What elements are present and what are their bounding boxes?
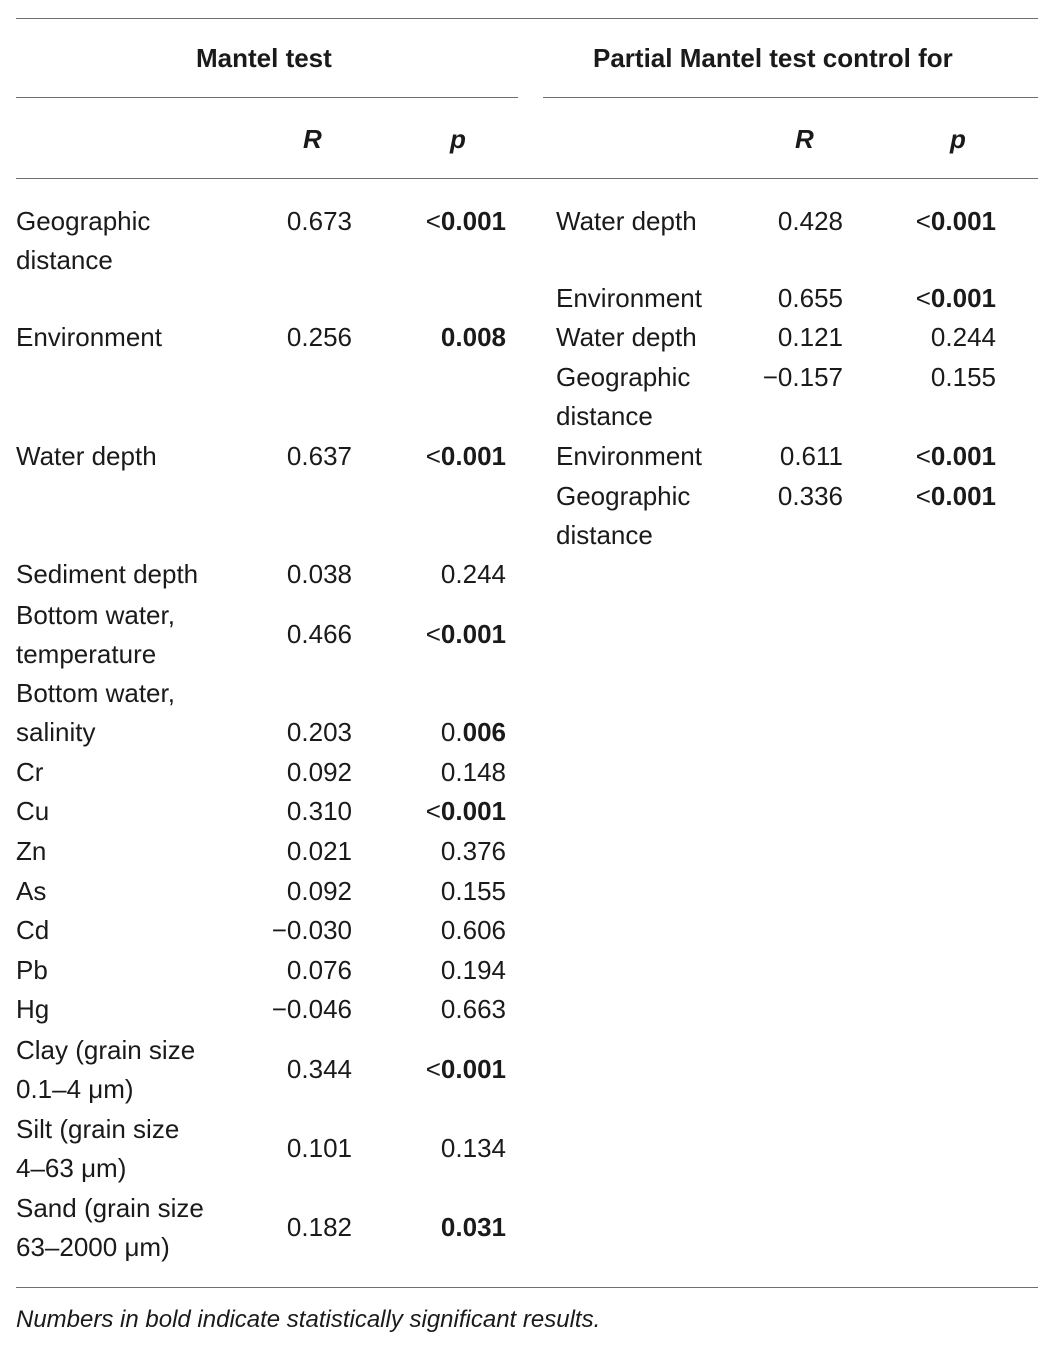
r-value: 0.256: [286, 322, 352, 352]
row-label: [16, 911, 49, 950]
row-label: [16, 318, 162, 357]
column-header-rule: [16, 178, 1038, 179]
row-label-line: Cd: [16, 915, 50, 945]
p-value: [441, 911, 506, 950]
row-label-line: distance: [556, 401, 653, 431]
row-label-line: Pb: [16, 955, 48, 985]
p-number: 0.001: [440, 441, 506, 471]
row-label-line: Clay (grain size: [16, 1035, 196, 1065]
p-value: [441, 555, 506, 594]
bottom-rule: [16, 1287, 1038, 1288]
row-label-line: As: [16, 876, 47, 906]
row-label: [16, 872, 46, 911]
p-value: [931, 318, 996, 357]
p-prefix: <: [425, 1054, 441, 1084]
row-label: [16, 1110, 179, 1188]
r-value: 0.310: [286, 796, 352, 826]
r-value: 0.466: [286, 619, 352, 649]
r-value: 0.092: [286, 757, 352, 787]
row-label-line: Water depth: [556, 322, 697, 352]
p-value: [441, 1208, 506, 1247]
row-label: [16, 202, 150, 280]
p-prefix: <: [425, 441, 441, 471]
row-label: [16, 1189, 204, 1267]
p-value: [426, 792, 506, 831]
p-number: 0.376: [440, 836, 506, 866]
p-number: 0.001: [930, 283, 996, 313]
p-value: [441, 951, 506, 990]
row-label-line: Bottom water,: [16, 678, 175, 708]
row-label-line: Environment: [556, 283, 702, 313]
p-value: [441, 832, 506, 871]
p-prefix: <: [425, 796, 441, 826]
p-number: 0.155: [930, 362, 996, 392]
p-number: 006: [462, 717, 506, 747]
row-label: [16, 555, 198, 594]
p-number: 0.001: [930, 441, 996, 471]
p-value: [426, 202, 506, 241]
row-label: [16, 990, 49, 1029]
r-value: 0.655: [777, 283, 843, 313]
r-value: −0.030: [271, 915, 352, 945]
row-label: [556, 318, 697, 357]
p-number: 0.031: [440, 1212, 506, 1242]
partial-p-header: p: [950, 124, 966, 154]
row-label-line: 4–63 μm): [16, 1153, 127, 1183]
r-value: 0.038: [286, 559, 352, 589]
r-value: 0.673: [286, 206, 352, 236]
p-value: [426, 1050, 506, 1089]
row-label: [16, 596, 175, 674]
row-label-line: Sediment depth: [16, 559, 199, 589]
p-value: [441, 990, 506, 1029]
p-value: [441, 753, 506, 792]
mantel-r-header: R: [303, 124, 322, 154]
row-label-line: Water depth: [16, 441, 157, 471]
p-number: 0.244: [930, 322, 996, 352]
row-label-line: distance: [16, 245, 113, 275]
p-number: 0.244: [440, 559, 506, 589]
p-value: [916, 202, 996, 241]
p-value: [916, 477, 996, 516]
row-label-line: Geographic: [16, 206, 151, 236]
r-value: 0.121: [777, 322, 843, 352]
p-value: [916, 279, 996, 318]
r-value: 0.344: [286, 1054, 352, 1084]
p-value: [441, 872, 506, 911]
p-number: 0.001: [440, 1054, 506, 1084]
row-label-line: Environment: [556, 441, 702, 471]
p-value: [441, 713, 506, 752]
p-prefix: <: [425, 206, 441, 236]
r-value: 0.076: [286, 955, 352, 985]
p-value: [441, 318, 506, 357]
row-label-line: Cr: [16, 757, 44, 787]
row-label: [16, 792, 49, 831]
r-value: 0.203: [286, 717, 352, 747]
row-label-line: Cu: [16, 796, 50, 826]
row-label: [556, 358, 690, 436]
top-rule: [16, 18, 1038, 19]
r-value: 0.611: [779, 441, 843, 471]
row-label-line: 0.1–4 μm): [16, 1074, 134, 1104]
row-label: [16, 951, 48, 990]
p-number: 0.001: [930, 206, 996, 236]
r-value: 0.101: [286, 1133, 352, 1163]
row-label: [556, 437, 702, 476]
p-number: 0.001: [440, 619, 506, 649]
p-number: 0.001: [930, 481, 996, 511]
row-label-line: Sand (grain size: [16, 1193, 204, 1223]
p-number: 0.134: [440, 1133, 506, 1163]
r-value: 0.336: [777, 481, 843, 511]
mantel-test-header: Mantel test: [196, 43, 332, 73]
p-prefix: <: [915, 441, 931, 471]
row-label: [16, 753, 43, 792]
row-label: [16, 674, 175, 752]
row-label-line: Bottom water,: [16, 600, 175, 630]
p-value: [426, 615, 506, 654]
row-label: [556, 202, 697, 241]
mantel-header-rule: [16, 97, 518, 98]
row-label-line: Zn: [16, 836, 47, 866]
row-label-line: Geographic: [556, 362, 691, 392]
r-value: −0.046: [271, 994, 352, 1024]
p-prefix: <: [915, 481, 931, 511]
row-label-line: 63–2000 μm): [16, 1232, 170, 1262]
p-number: 0.606: [440, 915, 506, 945]
p-number: 0.008: [440, 322, 506, 352]
row-label: [556, 279, 702, 318]
p-value: [441, 1129, 506, 1168]
p-prefix: <: [915, 283, 931, 313]
footnote: Numbers in bold indicate statistically significant results.: [16, 1306, 601, 1333]
r-value: 0.182: [286, 1212, 352, 1242]
p-prefix: <: [425, 619, 441, 649]
p-value: [426, 437, 506, 476]
p-number: 0.194: [440, 955, 506, 985]
partial-mantel-header: Partial Mantel test control for: [593, 43, 953, 73]
row-label-line: Hg: [16, 994, 50, 1024]
row-label: [16, 1031, 195, 1109]
r-value: 0.428: [777, 206, 843, 236]
p-number: 0.148: [440, 757, 506, 787]
p-prefix: 0.: [440, 717, 463, 747]
row-label-line: temperature: [16, 639, 157, 669]
row-label-line: Geographic: [556, 481, 691, 511]
r-value: 0.092: [286, 876, 352, 906]
r-value: −0.157: [762, 362, 843, 392]
row-label-line: distance: [556, 520, 653, 550]
r-value: 0.021: [286, 836, 352, 866]
p-number: 0.001: [440, 206, 506, 236]
row-label-line: salinity: [16, 717, 96, 747]
p-number: 0.155: [440, 876, 506, 906]
row-label-line: Water depth: [556, 206, 697, 236]
p-prefix: <: [915, 206, 931, 236]
row-label: [16, 832, 46, 871]
row-label: [16, 437, 157, 476]
row-label: [556, 477, 690, 555]
r-value: 0.637: [286, 441, 352, 471]
p-value: [916, 437, 996, 476]
row-label-line: Environment: [16, 322, 162, 352]
mantel-p-header: p: [450, 124, 466, 154]
p-value: [931, 358, 996, 397]
row-label-line: Silt (grain size: [16, 1114, 180, 1144]
partial-r-header: R: [795, 124, 814, 154]
p-number: 0.001: [440, 796, 506, 826]
partial-header-rule: [543, 97, 1038, 98]
p-number: 0.663: [440, 994, 506, 1024]
